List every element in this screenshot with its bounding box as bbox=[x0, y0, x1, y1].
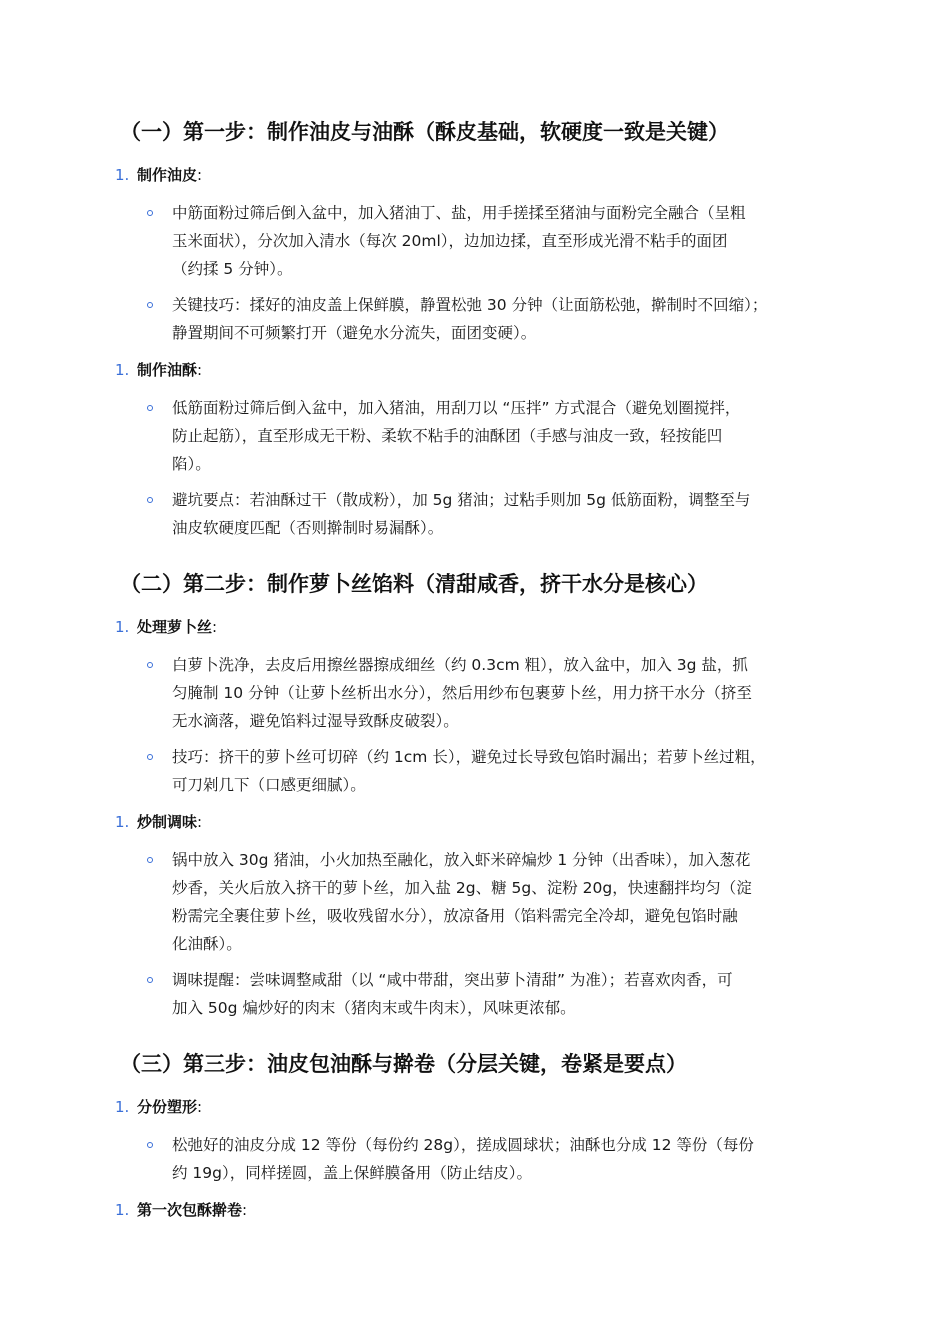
section-heading-2: （二）第二步：制作萝卜丝馅料（清甜咸香，挤干水分是核心） bbox=[120, 572, 708, 596]
list-item-first-wrap-roll: 1. 第一次包酥擀卷: bbox=[115, 1201, 248, 1219]
bullet-item: 白萝卜洗净，去皮后用擦丝器擦成细丝（约 0.3cm 粗），放入盆中，加入 3g 盐，抓 匀腌制 10 分钟（让萝卜丝析出水分），然后用纱布包裹萝卜丝，用力挤干水分（挤至 无水滴落，避免馅料过湿导致酥皮破裂）。 bbox=[147, 651, 847, 735]
list-item-stir-fry-seasoning: 1. 炒制调味: bbox=[115, 813, 203, 831]
list-number: 1. bbox=[115, 813, 130, 831]
list-item-portioning: 1. 分份塑形: bbox=[115, 1098, 203, 1116]
bullet-item: 锅中放入 30g 猪油，小火加热至融化，放入虾米碎煸炒 1 分钟（出香味），加入葱花 炒香，关火后放入挤干的萝卜丝，加入盐 2g、糖 5g、淀粉 20g，快速翻拌均匀（淀 粉需完全裹住萝卜丝，吸收残留水分），放凉备用（馅料需完全冷却，避免包馅时融 化油酥）。 bbox=[147, 846, 847, 958]
circle-bullet-icon bbox=[147, 210, 153, 216]
bullet-item: 中筋面粉过筛后倒入盆中，加入猪油丁、盐，用手搓揉至猪油与面粉完全融合（呈粗 玉米面状），分次加入清水（每次 20ml），边加边揉，直至形成光滑不粘手的面团 （约揉 5 分钟）。 bbox=[147, 199, 847, 283]
bullet-item: 低筋面粉过筛后倒入盆中，加入猪油，用刮刀以 “压拌” 方式混合（避免划圈搅拌， 防止起筋），直至形成无干粉、柔软不粘手的油酥团（手感与油皮一致，轻按能凹 陷）。 bbox=[147, 394, 847, 478]
bullet-item: 松弛好的油皮分成 12 等份（每份约 28g），搓成圆球状；油酥也分成 12 等份（每份 约 19g），同样搓圆，盖上保鲜膜备用（防止结皮）。 bbox=[147, 1131, 847, 1187]
list-number: 1. bbox=[115, 166, 130, 184]
circle-bullet-icon bbox=[147, 405, 153, 411]
list-number: 1. bbox=[115, 1098, 130, 1116]
list-item-make-oil-pastry: 1. 制作油酥: bbox=[115, 361, 203, 379]
bullet-item: 调味提醒：尝味调整咸甜（以 “咸中带甜，突出萝卜清甜” 为准）；若喜欢肉香，可 加入 50g 煸炒好的肉末（猪肉末或牛肉末），风味更浓郁。 bbox=[147, 966, 847, 1022]
circle-bullet-icon bbox=[147, 977, 153, 983]
circle-bullet-icon bbox=[147, 662, 153, 668]
section-heading-3: （三）第三步：油皮包油酥与擀卷（分层关键，卷紧是要点） bbox=[120, 1052, 687, 1076]
list-title: 制作油皮 bbox=[137, 166, 198, 184]
list-title: 第一次包酥擀卷 bbox=[137, 1201, 243, 1219]
bullet-item: 关键技巧：揉好的油皮盖上保鲜膜，静置松弛 30 分钟（让面筋松弛，擀制时不回缩）； 静置期间不可频繁打开（避免水分流失，面团变硬）。 bbox=[147, 291, 847, 347]
list-number: 1. bbox=[115, 618, 130, 636]
bullet-item: 技巧：挤干的萝卜丝可切碎（约 1cm 长），避免过长导致包馅时漏出；若萝卜丝过粗， 可刀剁几下（口感更细腻）。 bbox=[147, 743, 847, 799]
list-title: 处理萝卜丝 bbox=[137, 618, 213, 636]
circle-bullet-icon bbox=[147, 1142, 153, 1148]
bullet-item: 避坑要点：若油酥过干（散成粉），加 5g 猪油；过粘手则加 5g 低筋面粉，调整至与 油皮软硬度匹配（否则擀制时易漏酥）。 bbox=[147, 486, 847, 542]
circle-bullet-icon bbox=[147, 302, 153, 308]
list-item-prepare-radish: 1. 处理萝卜丝: bbox=[115, 618, 218, 636]
list-title: 分份塑形 bbox=[137, 1098, 198, 1116]
section-heading-1: （一）第一步：制作油皮与油酥（酥皮基础，软硬度一致是关键） bbox=[120, 120, 729, 144]
list-number: 1. bbox=[115, 361, 130, 379]
circle-bullet-icon bbox=[147, 497, 153, 503]
list-number: 1. bbox=[115, 1201, 130, 1219]
list-item-make-oil-dough: 1. 制作油皮: bbox=[115, 166, 203, 184]
circle-bullet-icon bbox=[147, 857, 153, 863]
circle-bullet-icon bbox=[147, 754, 153, 760]
list-title: 炒制调味 bbox=[137, 813, 198, 831]
list-title: 制作油酥 bbox=[137, 361, 198, 379]
